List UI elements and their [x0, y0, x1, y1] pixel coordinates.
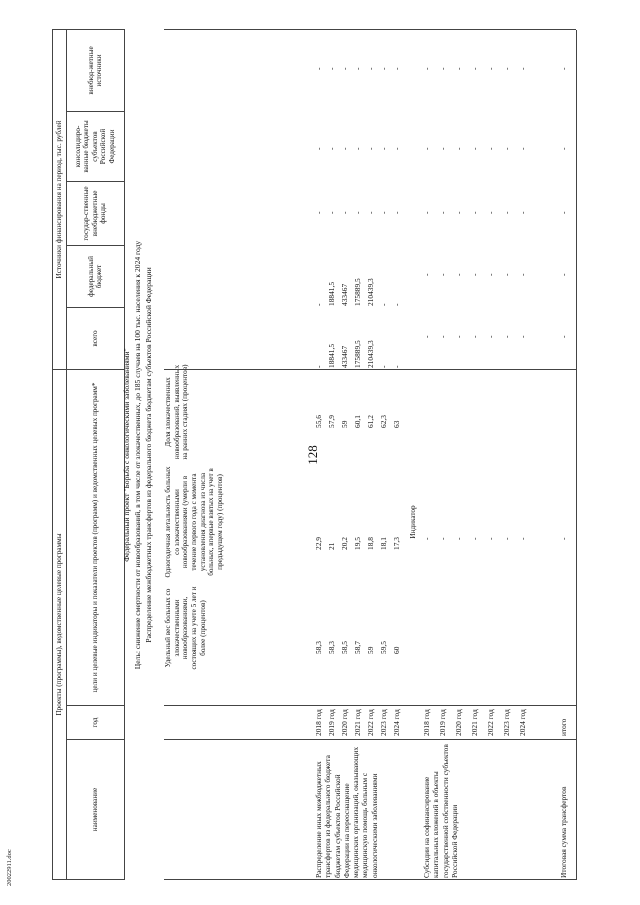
- funds-value: -: [518, 211, 527, 214]
- funds-value: -: [392, 211, 401, 214]
- project-goal: Цель: снижение смертности от новообразований, в том числе от злокачественных, до 185 случаев на 100 тыс. населения к 2024 году: [133, 240, 142, 670]
- consolidated-value: -: [559, 147, 568, 150]
- total-value: 210439,3: [366, 340, 375, 368]
- col-divider: [164, 29, 576, 30]
- row-year: 2023 год: [502, 709, 511, 736]
- indicator-value: -: [559, 537, 568, 540]
- project-lines: [120, 30, 155, 880]
- row-year: 2020 год: [340, 709, 349, 736]
- federal-value: 210439,3: [366, 278, 375, 306]
- federal-value: -: [454, 273, 463, 276]
- indicator-1-value: 58,3: [314, 641, 323, 654]
- indicator-3-title: Доля злокачественных новообразований, выявленных на ранних стадиях (процентов): [164, 364, 190, 460]
- consolidated-value: -: [379, 147, 388, 150]
- total-value: -: [422, 335, 431, 338]
- consolidated-value: -: [353, 147, 362, 150]
- extra-value: -: [379, 67, 388, 70]
- indicator-value: -: [454, 537, 463, 540]
- consolidated-value: -: [438, 147, 447, 150]
- row-year: 2018 год: [314, 709, 323, 736]
- consolidated-value: -: [454, 147, 463, 150]
- block2-name: Субсидии на софинансирование капитальных вложений в объекты государственной собственности субъектов Российской Федерации: [422, 744, 459, 878]
- extra-value: -: [366, 67, 375, 70]
- project-title: Федеральный проект "Борьба с онкологическими заболеваниями": [122, 348, 131, 562]
- file-name: 20022911.doc: [6, 849, 13, 886]
- col-divider: [164, 739, 576, 740]
- indicator-1-value: 58,7: [353, 641, 362, 654]
- indicator-2-value: 18,8: [366, 537, 375, 550]
- indicator-3-value: 62,3: [379, 415, 388, 428]
- indicator-2-value: 22,9: [314, 537, 323, 550]
- indicator-value: -: [422, 537, 431, 540]
- consolidated-value: -: [486, 147, 495, 150]
- extra-value: -: [454, 67, 463, 70]
- federal-value: -: [314, 303, 323, 306]
- row-year: итого: [559, 718, 568, 736]
- federal-header: федеральный бюджет: [66, 245, 124, 307]
- total-value: 18841,5: [327, 343, 336, 368]
- indicator-value: -: [438, 537, 447, 540]
- indicator-1-value: 59: [366, 646, 375, 654]
- col-divider: [164, 705, 576, 706]
- indicator-1-value: 59,5: [379, 641, 388, 654]
- indicator-2-value: 19,5: [353, 537, 362, 550]
- consolidated-value: -: [422, 147, 431, 150]
- federal-value: -: [470, 273, 479, 276]
- funds-value: -: [366, 211, 375, 214]
- indicator-1-value: 58,5: [340, 641, 349, 654]
- rotated-table: [52, 30, 612, 880]
- indicator-value: -: [486, 537, 495, 540]
- block1-name: Распределение иных межбюджетных трансфертов из федерального бюджета бюджетам субъектов Российской Федерации на переоснащение медицинских организаций, оказывающих медицинскую помощь больным с онкологическими заболеваниями: [314, 746, 379, 878]
- federal-value: -: [559, 273, 568, 276]
- page-number: 128: [304, 445, 320, 465]
- indicator-3-value: 57,9: [327, 415, 336, 428]
- sources-header: Источники финансирования на период, тыс. рублей: [53, 29, 67, 369]
- row-year: 2022 год: [486, 709, 495, 736]
- total-value: -: [502, 335, 511, 338]
- federal-value: -: [486, 273, 495, 276]
- consolidated-value: -: [502, 147, 511, 150]
- extra-value: -: [470, 67, 479, 70]
- extra-value: -: [518, 67, 527, 70]
- extra-value: -: [486, 67, 495, 70]
- distribution-title: Распределение межбюджетных трансфертов из федерального бюджета бюджетам субъектов Российской Федерации: [144, 267, 153, 643]
- funds-value: -: [327, 211, 336, 214]
- funds-value: -: [454, 211, 463, 214]
- row-year: 2023 год: [379, 709, 388, 736]
- col-divider: [164, 369, 576, 370]
- federal-value: -: [422, 273, 431, 276]
- consolidated-header: консолидиро-ванные бюджеты субъектов Российской Федерации: [66, 111, 124, 181]
- indicator-3-value: 60,1: [353, 415, 362, 428]
- indicator-2-value: 18,1: [379, 537, 388, 550]
- row-year: 2024 год: [518, 709, 527, 736]
- indicator-3-value: 55,6: [314, 415, 323, 428]
- col-divider: [164, 879, 576, 880]
- indicator-value: -: [502, 537, 511, 540]
- funds-value: -: [470, 211, 479, 214]
- header-table: [52, 29, 125, 880]
- projects-header: Проекты (программы), ведомственные целевые программы: [53, 369, 67, 879]
- extra-value: -: [559, 67, 568, 70]
- consolidated-value: -: [518, 147, 527, 150]
- consolidated-value: -: [470, 147, 479, 150]
- total-value: 433467: [340, 345, 349, 368]
- extra-value: -: [353, 67, 362, 70]
- extra-value: -: [314, 67, 323, 70]
- consolidated-value: -: [366, 147, 375, 150]
- funds-value: -: [353, 211, 362, 214]
- funds-value: -: [438, 211, 447, 214]
- extra-value: -: [340, 67, 349, 70]
- row-year: 2020 год: [454, 709, 463, 736]
- year-header: год: [66, 706, 124, 740]
- federal-value: -: [379, 303, 388, 306]
- total-value: -: [392, 365, 401, 368]
- indicator-label: Индикатор: [409, 505, 417, 539]
- funds-value: -: [314, 211, 323, 214]
- federal-value: 433467: [340, 283, 349, 306]
- funds-header: государ-ственные внебюджетные фонды: [66, 181, 124, 245]
- indicator-1-title: Удельный вес больных со злокачественными новообразованиями, состоящих на учете 5 лет и более (процентов): [164, 586, 207, 670]
- consolidated-value: -: [392, 147, 401, 150]
- federal-value: -: [392, 303, 401, 306]
- total-value: 175889,5: [353, 340, 362, 368]
- consolidated-value: -: [327, 147, 336, 150]
- consolidated-value: -: [314, 147, 323, 150]
- total-value: -: [314, 365, 323, 368]
- federal-value: -: [502, 273, 511, 276]
- federal-value: 18841,5: [327, 281, 336, 306]
- row-year: 2021 год: [470, 709, 479, 736]
- funds-value: -: [502, 211, 511, 214]
- indicator-value: -: [470, 537, 479, 540]
- indicator-1-value: 58,3: [327, 641, 336, 654]
- federal-value: -: [438, 273, 447, 276]
- total-value: -: [486, 335, 495, 338]
- total-value: -: [379, 365, 388, 368]
- total-header: всего: [66, 307, 124, 369]
- row-year: 2019 год: [327, 709, 336, 736]
- total-value: -: [518, 335, 527, 338]
- indicator-2-title: Одногодичная летальность больных со злокачественными новообразованиями (умерли в течение первого года с момента установления диагноза из числа больных, впервые взятых на учет в предыдущем году) (процентов): [164, 466, 224, 578]
- extra-header: внебюд-жетные источники: [66, 29, 124, 111]
- row-year: 2021 год: [353, 709, 362, 736]
- extra-value: -: [392, 67, 401, 70]
- name-header: наименование: [66, 740, 124, 880]
- indicator-value: -: [518, 537, 527, 540]
- federal-value: 175889,5: [353, 278, 362, 306]
- total-value: -: [470, 335, 479, 338]
- indicator-3-value: 59: [340, 420, 349, 428]
- row-year: 2019 год: [438, 709, 447, 736]
- total-row-name: Итоговая сумма трансфертов: [559, 786, 568, 878]
- funds-value: -: [486, 211, 495, 214]
- indicator-2-value: 21: [327, 542, 336, 550]
- total-value: -: [454, 335, 463, 338]
- funds-value: -: [559, 211, 568, 214]
- federal-value: -: [518, 273, 527, 276]
- extra-value: -: [422, 67, 431, 70]
- funds-value: -: [422, 211, 431, 214]
- extra-value: -: [438, 67, 447, 70]
- consolidated-value: -: [340, 147, 349, 150]
- indicator-3-value: 61,2: [366, 415, 375, 428]
- extra-value: -: [327, 67, 336, 70]
- goals-header: цели и целевые индикаторы и показатели проектов (программ) и ведомственных целевых программ*: [66, 369, 124, 705]
- funds-value: -: [340, 211, 349, 214]
- total-value: -: [438, 335, 447, 338]
- row-year: 2018 год: [422, 709, 431, 736]
- indicator-2-value: 17,3: [392, 537, 401, 550]
- bottom-line: [576, 30, 577, 880]
- row-year: 2022 год: [366, 709, 375, 736]
- row-year: 2024 год: [392, 709, 401, 736]
- indicator-2-value: 20,2: [340, 537, 349, 550]
- extra-value: -: [502, 67, 511, 70]
- funds-value: -: [379, 211, 388, 214]
- indicator-3-value: 63: [392, 420, 401, 428]
- total-value: -: [559, 335, 568, 338]
- indicator-1-value: 60: [392, 646, 401, 654]
